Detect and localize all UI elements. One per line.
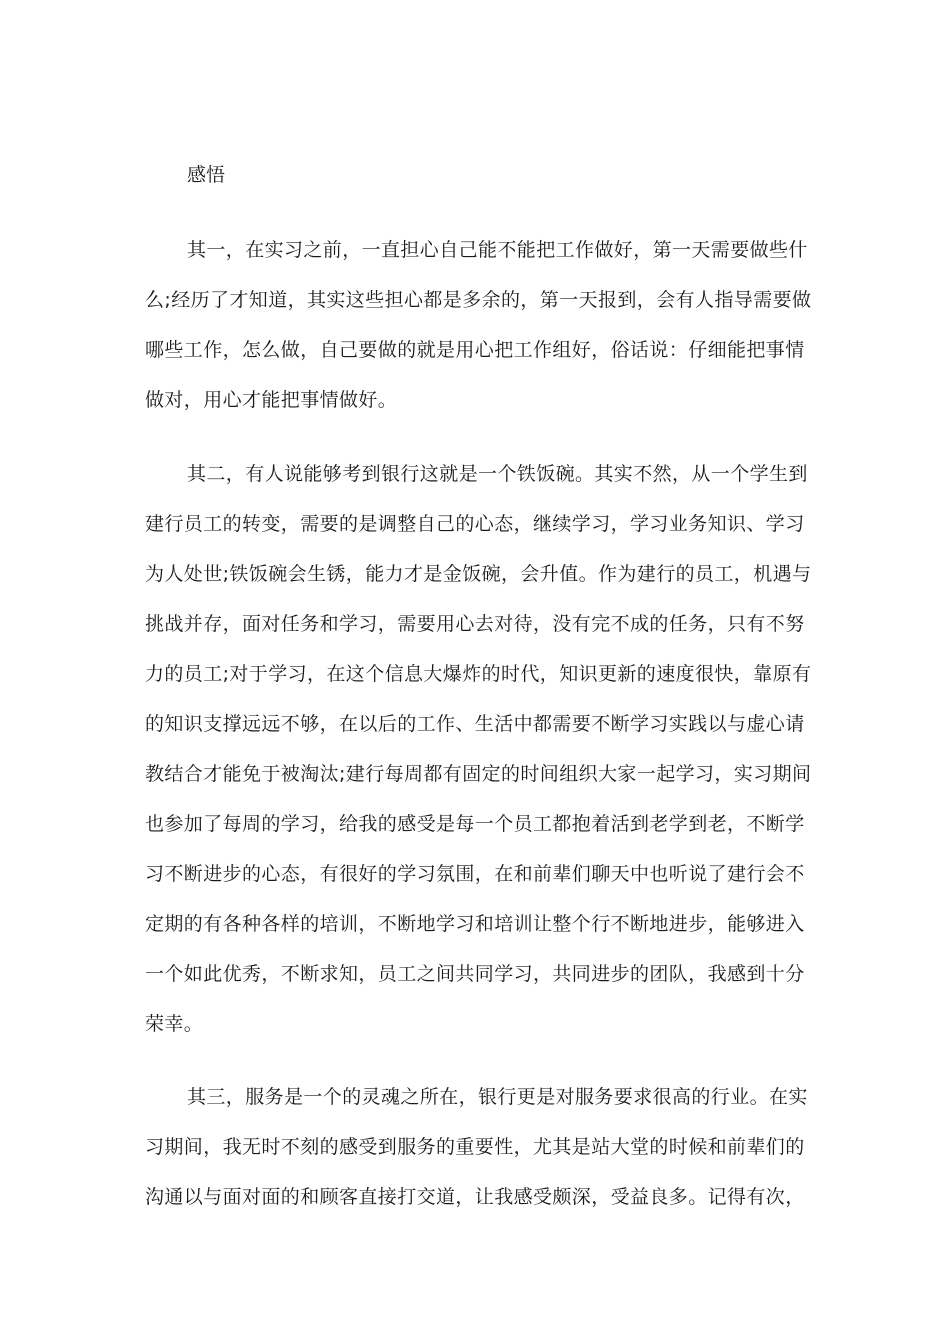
paragraph-line: 建行员工的转变，需要的是调整自己的心态，继续学习，学习业务知识、学习: [145, 513, 805, 535]
paragraph-line: 教结合才能免于被淘汰;建行每周都有固定的时间组织大家一起学习，实习期间: [145, 763, 812, 785]
paragraph-line: 习不断进步的心态，有很好的学习氛围，在和前辈们聊天中也听说了建行会不: [145, 863, 805, 885]
paragraph-line: 力的员工;对于学习，在这个信息大爆炸的时代，知识更新的速度很快，靠原有: [145, 663, 812, 685]
paragraph-line: 其二，有人说能够考到银行这就是一个铁饭碗。其实不然，从一个学生到: [187, 463, 808, 485]
paragraph-line: 其三，服务是一个的灵魂之所在，银行更是对服务要求很高的行业。在实: [187, 1086, 808, 1108]
paragraph-line: 定期的有各种各样的培训，不断地学习和培训让整个行不断地进步，能够进入: [145, 913, 805, 935]
paragraph-line: 为人处世;铁饭碗会生锈，能力才是金饭碗，会升值。作为建行的员工，机遇与: [145, 563, 812, 585]
paragraph-line: 挑战并存，面对任务和学习，需要用心去对待，没有完不成的任务，只有不努: [145, 613, 805, 635]
paragraph-line: 的知识支撑远远不够，在以后的工作、生活中都需要不断学习实践以与虚心请: [145, 713, 805, 735]
paragraph-line: 做对，用心才能把事情做好。: [145, 389, 398, 411]
paragraph-3: [145, 1072, 808, 1222]
paragraph-line: 也参加了每周的学习，给我的感受是每一个员工都抱着活到老学到老，不断学: [145, 813, 805, 835]
paragraph-line: 荣幸。: [145, 1013, 204, 1035]
paragraph-line: 其一，在实习之前，一直担心自己能不能把工作做好，第一天需要做些什: [187, 239, 808, 261]
paragraph-line: 一个如此优秀，不断求知，员工之间共同学习，共同进步的团队，我感到十分: [145, 963, 805, 985]
paragraph-line: 沟通以与面对面的和顾客直接打交道，让我感受颇深，受益良多。记得有次，: [145, 1186, 805, 1208]
document-title: 感悟: [187, 164, 226, 186]
paragraph-line: 么;经历了才知道，其实这些担心都是多余的，第一天报到，会有人指导需要做: [145, 289, 812, 311]
paragraph-line: 习期间，我无时不刻的感受到服务的重要性，尤其是站大堂的时候和前辈们的: [145, 1136, 805, 1158]
paragraph-line: 哪些工作，怎么做，自己要做的就是用心把工作组好，俗话说：仔细能把事情: [145, 339, 805, 361]
paragraph-1: [145, 225, 811, 425]
paragraph-2: [145, 449, 811, 1049]
